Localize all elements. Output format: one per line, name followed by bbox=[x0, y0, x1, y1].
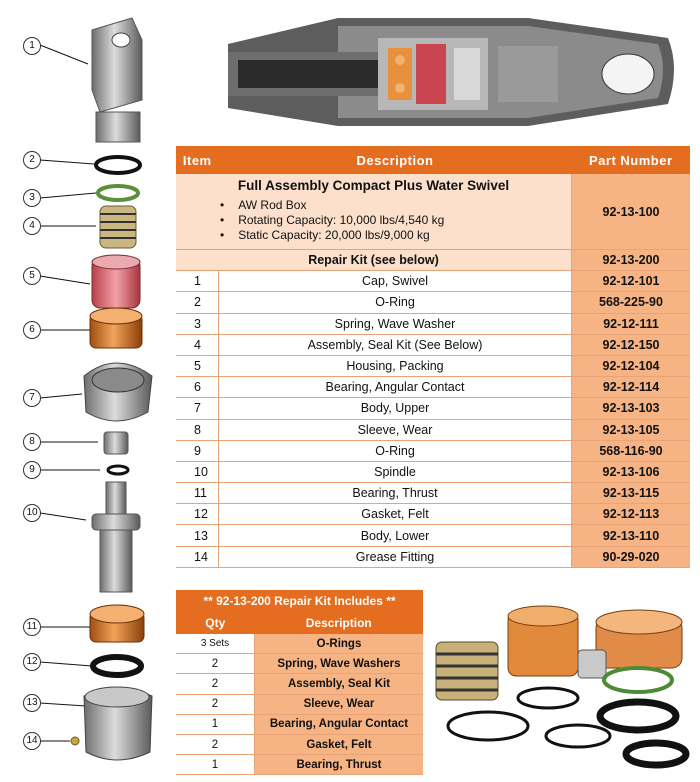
part-number-cell: 568-225-90 bbox=[572, 292, 691, 313]
callout-6: 6 bbox=[23, 321, 41, 339]
qty-cell: 3 Sets bbox=[176, 634, 255, 654]
full-assembly-description bbox=[176, 174, 572, 250]
kit-description-cell: Bearing, Thrust bbox=[255, 755, 424, 775]
kit-row bbox=[176, 714, 423, 734]
kit-row bbox=[176, 654, 423, 674]
bullet-item: • AW Rod Box bbox=[220, 198, 571, 213]
description-cell: Gasket, Felt bbox=[219, 504, 572, 525]
repair-kit-title: ** 92-13-200 Repair Kit Includes ** bbox=[176, 590, 423, 612]
item-cell: 4 bbox=[176, 334, 219, 355]
callout-8: 8 bbox=[23, 433, 41, 451]
description-cell: Housing, Packing bbox=[219, 355, 572, 376]
part-number-cell: 92-12-113 bbox=[572, 504, 691, 525]
table-row bbox=[176, 355, 690, 376]
part-number-cell: 92-12-101 bbox=[572, 271, 691, 292]
part-number-cell: 92-12-111 bbox=[572, 313, 691, 334]
qty-cell: 1 bbox=[176, 714, 255, 734]
exploded-view bbox=[0, 0, 175, 782]
qty-column-header: Qty bbox=[176, 612, 255, 634]
description-cell: Sleeve, Wear bbox=[219, 419, 572, 440]
description-column-header: Description bbox=[219, 146, 572, 174]
part-number-cell: 92-13-105 bbox=[572, 419, 691, 440]
callout-12: 12 bbox=[23, 653, 41, 671]
item-cell: 10 bbox=[176, 461, 219, 482]
description-cell: Cap, Swivel bbox=[219, 271, 572, 292]
item-cell: 12 bbox=[176, 504, 219, 525]
callout-3: 3 bbox=[23, 189, 41, 207]
kit-description-cell: Spring, Wave Washers bbox=[255, 654, 424, 674]
table-row bbox=[176, 271, 690, 292]
bullet-item: • Rotating Capacity: 10,000 lbs/4,540 kg bbox=[220, 213, 571, 228]
callout-11: 11 bbox=[23, 618, 41, 636]
description-cell: Bearing, Thrust bbox=[219, 483, 572, 504]
item-column-header: Item bbox=[176, 146, 219, 174]
table-row bbox=[176, 525, 690, 546]
item-cell: 2 bbox=[176, 292, 219, 313]
description-cell: Body, Upper bbox=[219, 398, 572, 419]
part-number-cell: 92-13-103 bbox=[572, 398, 691, 419]
qty-cell: 1 bbox=[176, 755, 255, 775]
qty-cell: 2 bbox=[176, 654, 255, 674]
description-cell: Spring, Wave Washer bbox=[219, 313, 572, 334]
table-row bbox=[176, 377, 690, 398]
full-assembly-bullets bbox=[220, 198, 571, 243]
callout-14: 14 bbox=[23, 732, 41, 750]
description-cell: Body, Lower bbox=[219, 525, 572, 546]
kit-description-column-header: Description bbox=[255, 612, 424, 634]
callout-2: 2 bbox=[23, 151, 41, 169]
kit-description-cell: Gasket, Felt bbox=[255, 734, 424, 754]
part-number-cell: 92-12-114 bbox=[572, 377, 691, 398]
callout-7: 7 bbox=[23, 389, 41, 407]
repair-kit-description: Repair Kit (see below) bbox=[176, 250, 572, 271]
item-cell: 11 bbox=[176, 483, 219, 504]
item-cell: 5 bbox=[176, 355, 219, 376]
callout-9: 9 bbox=[23, 461, 41, 479]
parts-table-header bbox=[176, 146, 690, 174]
qty-cell: 2 bbox=[176, 734, 255, 754]
table-row bbox=[176, 461, 690, 482]
item-cell: 3 bbox=[176, 313, 219, 334]
kit-description-cell: Sleeve, Wear bbox=[255, 694, 424, 714]
part-number-column-header: Part Number bbox=[572, 146, 691, 174]
kit-row bbox=[176, 674, 423, 694]
swivel-cutaway-illustration bbox=[228, 8, 680, 140]
kit-row bbox=[176, 634, 423, 654]
item-cell: 9 bbox=[176, 440, 219, 461]
part-number-cell: 92-12-104 bbox=[572, 355, 691, 376]
repair-kit-row bbox=[176, 250, 690, 271]
item-cell: 13 bbox=[176, 525, 219, 546]
kit-description-cell: Assembly, Seal Kit bbox=[255, 674, 424, 694]
part-number-cell: 92-13-110 bbox=[572, 525, 691, 546]
repair-kit-table bbox=[176, 590, 423, 775]
table-row bbox=[176, 440, 690, 461]
description-cell: Spindle bbox=[219, 461, 572, 482]
item-cell: 1 bbox=[176, 271, 219, 292]
part-number-cell: 90-29-020 bbox=[572, 546, 691, 567]
item-cell: 6 bbox=[176, 377, 219, 398]
description-cell: O-Ring bbox=[219, 292, 572, 313]
item-cell: 14 bbox=[176, 546, 219, 567]
full-assembly-title: Full Assembly Compact Plus Water Swivel bbox=[237, 178, 510, 193]
qty-cell: 2 bbox=[176, 674, 255, 694]
kit-description-cell: Bearing, Angular Contact bbox=[255, 714, 424, 734]
part-number-cell: 568-116-90 bbox=[572, 440, 691, 461]
qty-cell: 2 bbox=[176, 694, 255, 714]
callout-10: 10 bbox=[23, 504, 41, 522]
parts-table bbox=[176, 146, 690, 568]
full-assembly-row bbox=[176, 174, 690, 250]
table-row bbox=[176, 419, 690, 440]
item-cell: 7 bbox=[176, 398, 219, 419]
table-row bbox=[176, 483, 690, 504]
table-row bbox=[176, 313, 690, 334]
kit-row bbox=[176, 694, 423, 714]
kit-description-cell: O-Rings bbox=[255, 634, 424, 654]
bullet-item: • Static Capacity: 20,000 lbs/9,000 kg bbox=[220, 228, 571, 243]
kit-row bbox=[176, 755, 423, 775]
repair-kit-part-number: 92-13-200 bbox=[572, 250, 691, 271]
description-cell: Bearing, Angular Contact bbox=[219, 377, 572, 398]
part-number-cell: 92-12-150 bbox=[572, 334, 691, 355]
table-row bbox=[176, 292, 690, 313]
full-assembly-part-number: 92-13-100 bbox=[572, 174, 691, 250]
callout-1: 1 bbox=[23, 37, 41, 55]
callout-5: 5 bbox=[23, 267, 41, 285]
repair-kit-parts-illustration bbox=[428, 598, 690, 778]
part-number-cell: 92-13-106 bbox=[572, 461, 691, 482]
description-cell: O-Ring bbox=[219, 440, 572, 461]
callout-13: 13 bbox=[23, 694, 41, 712]
callout-4: 4 bbox=[23, 217, 41, 235]
part-number-cell: 92-13-115 bbox=[572, 483, 691, 504]
table-row bbox=[176, 546, 690, 567]
item-cell: 8 bbox=[176, 419, 219, 440]
table-row bbox=[176, 504, 690, 525]
description-cell: Grease Fitting bbox=[219, 546, 572, 567]
kit-row bbox=[176, 734, 423, 754]
table-row bbox=[176, 398, 690, 419]
table-row bbox=[176, 334, 690, 355]
description-cell: Assembly, Seal Kit (See Below) bbox=[219, 334, 572, 355]
